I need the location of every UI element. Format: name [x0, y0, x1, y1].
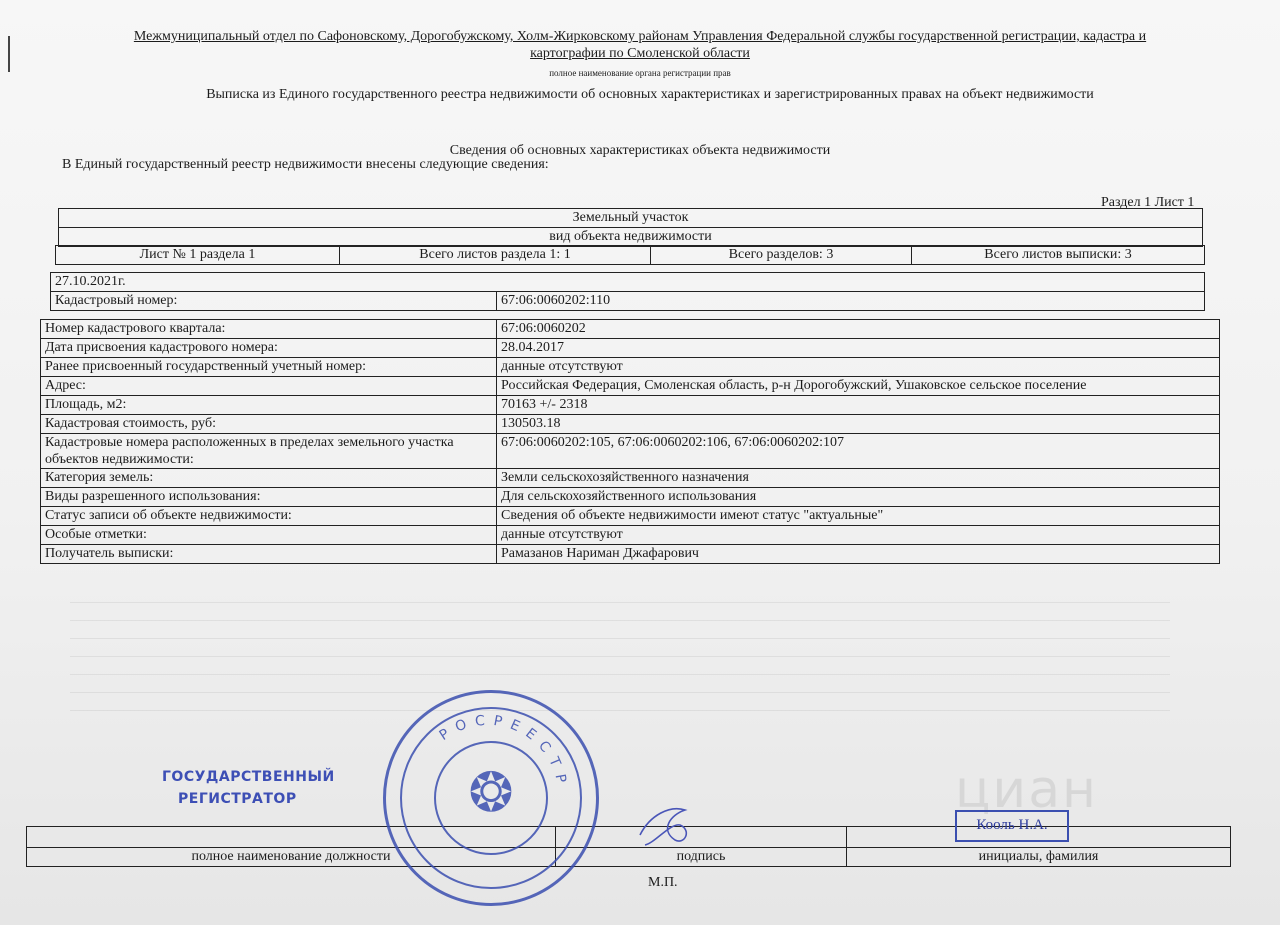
table-row — [41, 320, 1220, 339]
row-label: Статус записи об объекте недвижимости: — [41, 507, 497, 526]
row-label: Номер кадастрового квартала: — [41, 320, 497, 339]
intro-text: В Единый государственный реестр недвижимости внесены следующие сведения: — [62, 157, 549, 172]
sheet-number: Лист № 1 раздела 1 — [56, 246, 340, 265]
row-value: Для сельскохозяйственного использования — [497, 488, 1220, 507]
row-value: Российская Федерация, Смоленская область, р-н Дорогобужский, Ушаковское сельское поселение — [497, 377, 1220, 396]
object-type-table — [58, 208, 1203, 247]
table-row — [41, 526, 1220, 545]
watermark-text: циан — [955, 760, 1099, 820]
row-value: данные отсутствуют — [497, 526, 1220, 545]
table-row — [41, 434, 1220, 469]
table-row — [41, 415, 1220, 434]
svg-text:РОСРЕЕСТР: РОСРЕЕСТР — [436, 712, 571, 792]
row-value: 70163 +/- 2318 — [497, 396, 1220, 415]
row-value: Рамазанов Нариман Джафарович — [497, 545, 1220, 564]
row-value: 28.04.2017 — [497, 339, 1220, 358]
row-value: Сведения об объекте недвижимости имеют статус "актуальные" — [497, 507, 1220, 526]
row-value: 130503.18 — [497, 415, 1220, 434]
extract-sheets-total: Всего листов выписки: 3 — [912, 246, 1205, 265]
row-label: Площадь, м2: — [41, 396, 497, 415]
object-type-caption: вид объекта недвижимости — [59, 228, 1203, 247]
row-label: Кадастровые номера расположенных в пределах земельного участка объектов недвижимости: — [41, 434, 497, 469]
position-caption: полное наименование должности — [27, 848, 556, 867]
cadastral-number-value: 67:06:0060202:110 — [497, 292, 1205, 311]
row-label: Получатель выписки: — [41, 545, 497, 564]
org-name-line2: картографии по Смоленской области — [530, 46, 750, 61]
section-sheets-total: Всего листов раздела 1: 1 — [340, 246, 651, 265]
table-row — [41, 396, 1220, 415]
row-label: Особые отметки: — [41, 526, 497, 545]
table-row — [41, 545, 1220, 564]
sheet-info-table — [55, 245, 1205, 265]
row-label: Виды разрешенного использования: — [41, 488, 497, 507]
table-row — [41, 488, 1220, 507]
bleed-through-text — [70, 585, 1170, 725]
org-name-line1: Межмуниципальный отдел по Сафоновскому, Дорогобужскому, Холм-Жирковскому районам Управления Федеральной службы государственной регистрации, кадастра и — [133, 29, 1147, 44]
row-label: Кадастровая стоимость, руб: — [41, 415, 497, 434]
table-row — [41, 358, 1220, 377]
signature-caption: подпись — [556, 848, 847, 867]
official-seal — [383, 690, 599, 906]
row-value: данные отсутствуют — [497, 358, 1220, 377]
seal-place-mark: М.П. — [648, 875, 678, 890]
row-label: Ранее присвоенный государственный учетный номер: — [41, 358, 497, 377]
table-row — [41, 507, 1220, 526]
edge-mark — [8, 36, 10, 72]
eagle-emblem-icon: ❂ — [468, 763, 514, 823]
sections-total: Всего разделов: 3 — [651, 246, 912, 265]
position-stamp-line1: ГОСУДАРСТВЕННЫЙ — [162, 769, 335, 785]
date-cadastral-table — [50, 272, 1205, 311]
row-label: Дата присвоения кадастрового номера: — [41, 339, 497, 358]
table-row — [41, 469, 1220, 488]
position-stamp-line2: РЕГИСТРАТОР — [178, 791, 297, 807]
seal-text-ring — [383, 690, 593, 900]
table-row — [41, 377, 1220, 396]
row-value: Земли сельскохозяйственного назначения — [497, 469, 1220, 488]
characteristics-table — [40, 319, 1220, 564]
section-title: Сведения об основных характеристиках объекта недвижимости — [449, 143, 831, 158]
row-value: 67:06:0060202 — [497, 320, 1220, 339]
row-label: Адрес: — [41, 377, 497, 396]
extract-date: 27.10.2021г. — [51, 273, 1205, 292]
object-type: Земельный участок — [59, 209, 1203, 228]
row-value: 67:06:0060202:105, 67:06:0060202:106, 67:06:0060202:107 — [497, 434, 1220, 469]
table-row — [41, 339, 1220, 358]
row-label: Категория земель: — [41, 469, 497, 488]
initials-caption: инициалы, фамилия — [847, 848, 1231, 867]
extract-title: Выписка из Единого государственного реестра недвижимости об основных характеристиках и зарегистрированных правах на объект недвижимости — [206, 87, 1094, 102]
registrar-name-stamp: Кооль Н.А. — [955, 810, 1069, 842]
section-reference: Раздел 1 Лист 1 — [1101, 195, 1195, 210]
cadastral-number-label: Кадастровый номер: — [51, 292, 497, 311]
org-name-caption: полное наименование органа регистрации прав — [549, 68, 731, 78]
signature-icon — [630, 795, 710, 855]
